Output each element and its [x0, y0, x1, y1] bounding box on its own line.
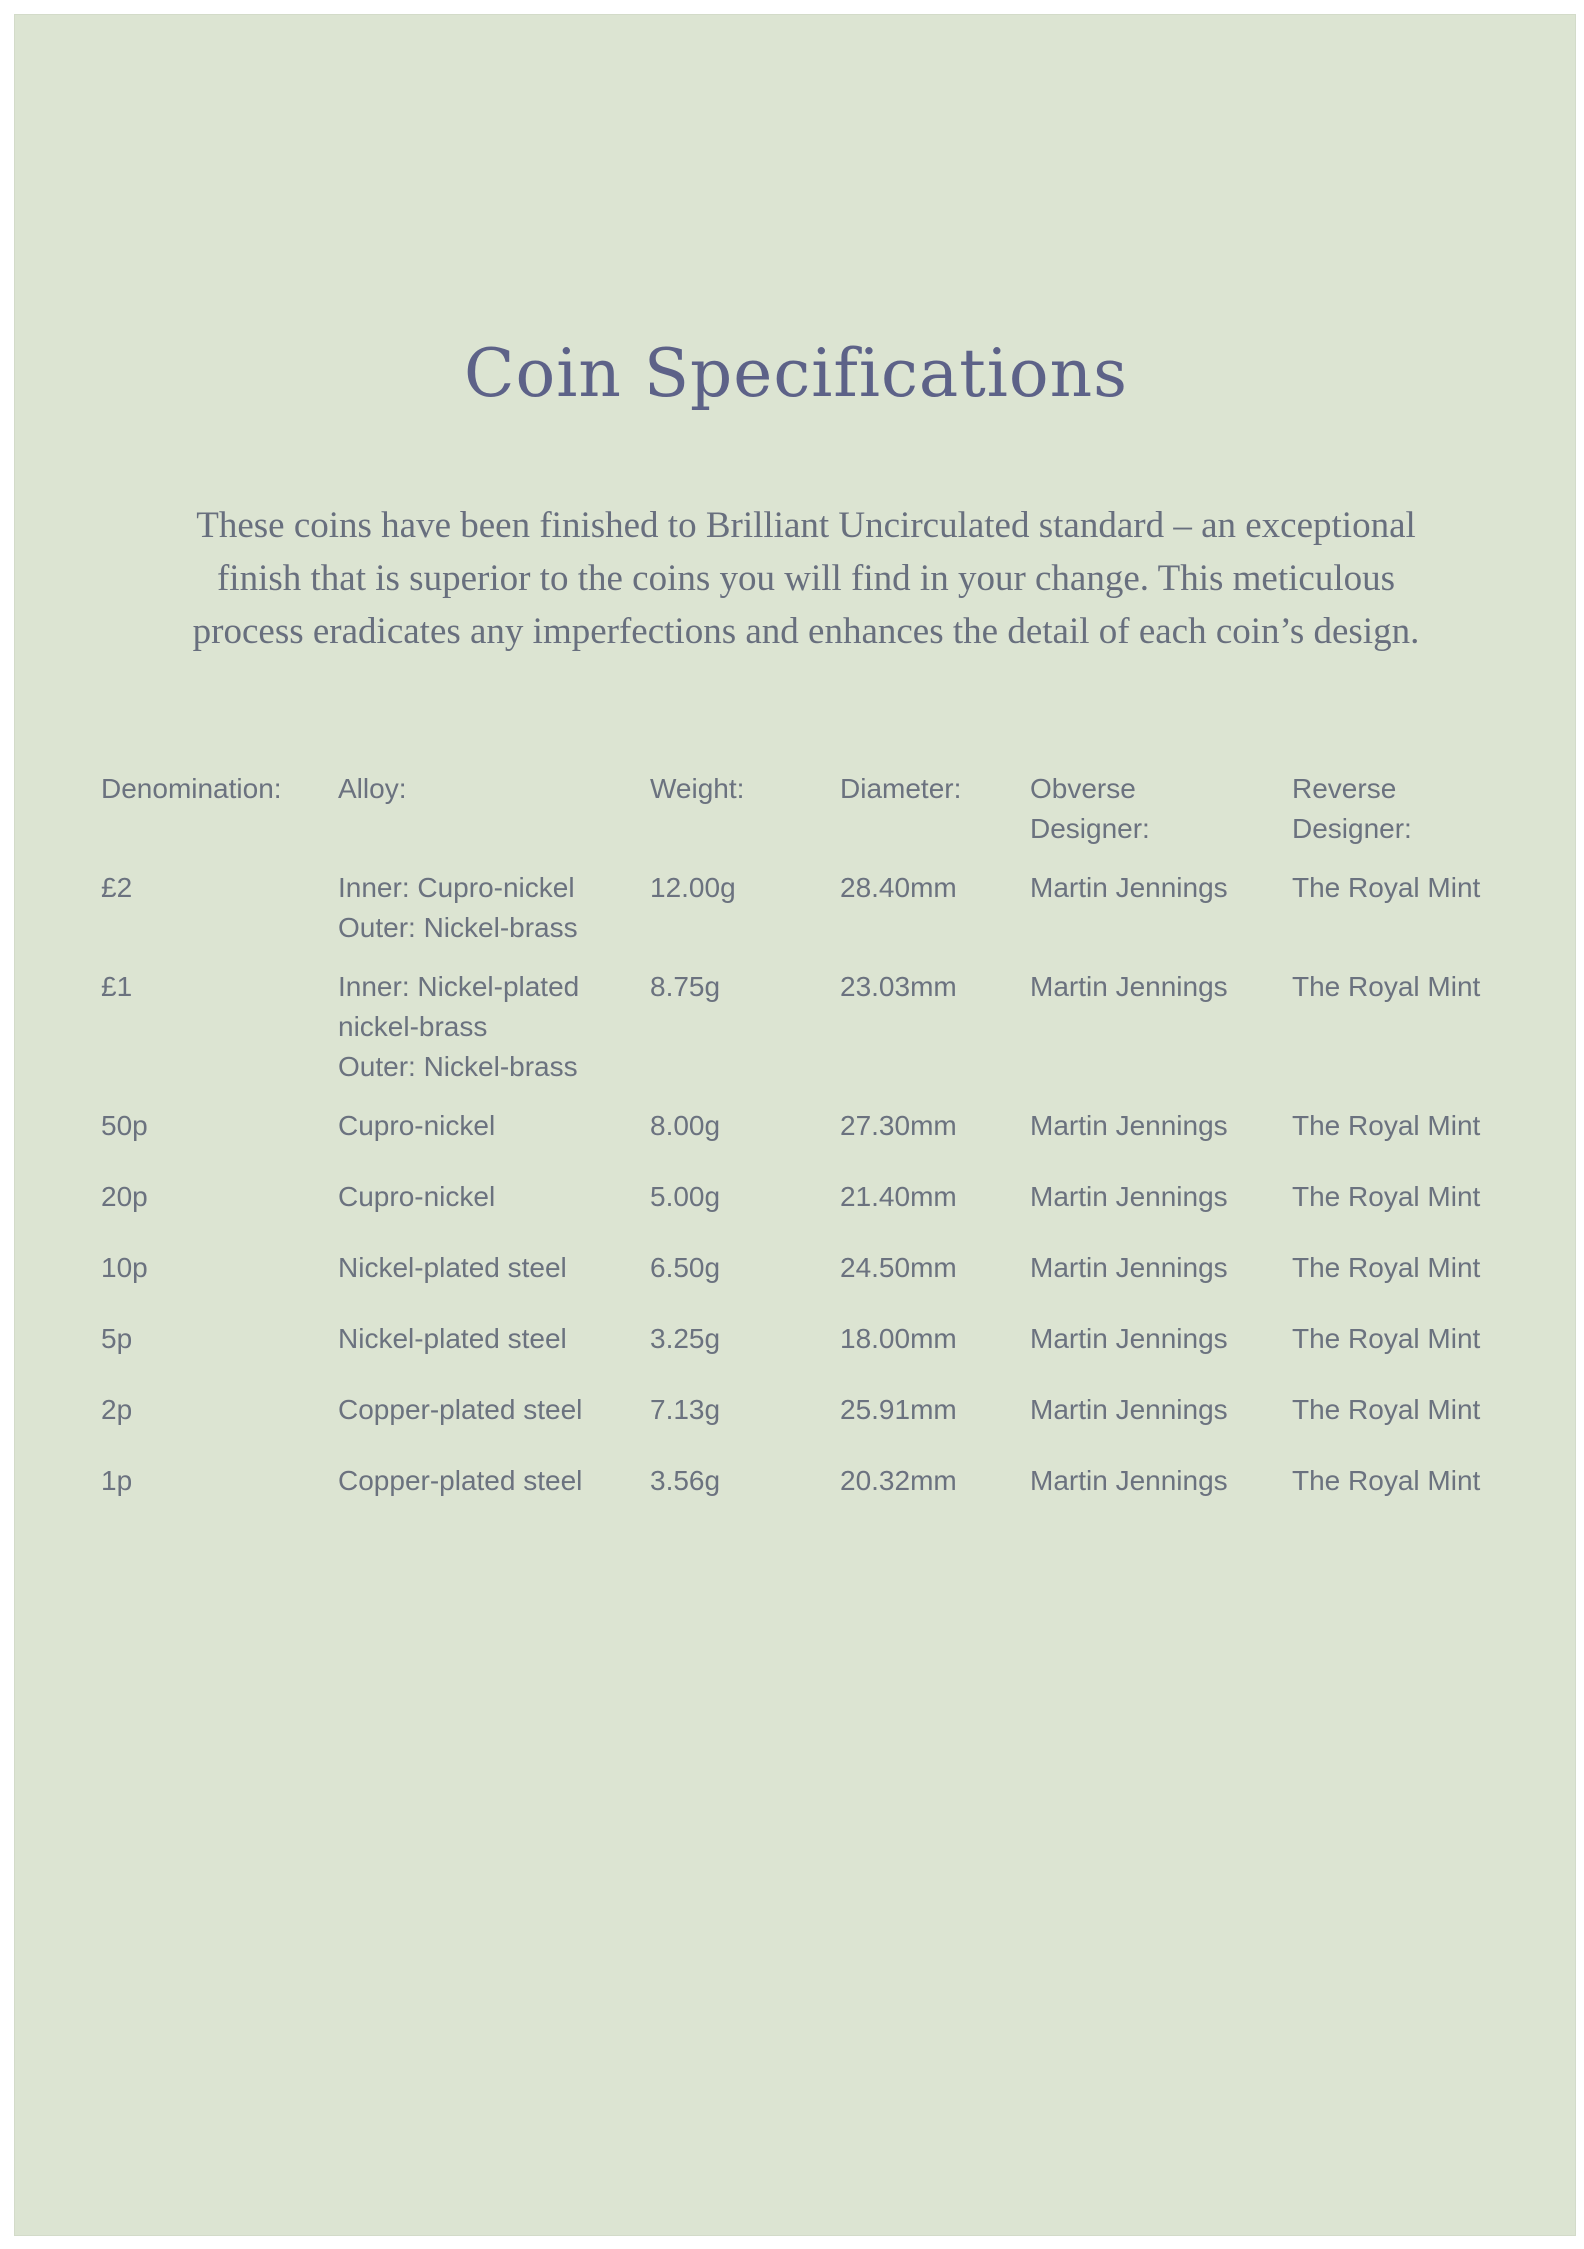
header-obverse-line: Designer:: [1030, 813, 1150, 844]
cell-denomination: 10p: [101, 1252, 148, 1283]
intro-paragraph: [125, 499, 1487, 658]
header-denomination: Denomination:: [101, 773, 282, 804]
cell-weight: 3.25g: [650, 1323, 721, 1354]
cell-reverse-designer: The Royal Mint: [1292, 1465, 1481, 1496]
alloy-line: nickel-brass: [338, 1011, 488, 1042]
cell-diameter: 20.32mm: [840, 1465, 957, 1496]
cell-obverse-designer: Martin Jennings: [1030, 872, 1228, 903]
cell-weight: 7.13g: [650, 1394, 721, 1425]
cell-weight: 8.00g: [650, 1110, 721, 1141]
cell-obverse-designer: Martin Jennings: [1030, 1181, 1228, 1212]
cell-reverse-designer: The Royal Mint: [1292, 1181, 1481, 1212]
table-row: [101, 967, 1521, 1087]
intro-line: finish that is superior to the coins you will find in your change. This meticulous: [216, 558, 1396, 599]
header-obverse-designer: [1030, 769, 1292, 849]
cell-weight: 5.00g: [650, 1181, 721, 1212]
cell-alloy: Cupro-nickel: [338, 1181, 496, 1212]
cell-weight: 8.75g: [650, 971, 721, 1002]
cell-diameter: 25.91mm: [840, 1394, 957, 1425]
cell-alloy: [338, 868, 650, 948]
header-diameter: Diameter:: [840, 773, 962, 804]
table-header-row: [101, 769, 1521, 849]
header-reverse-designer: [1292, 769, 1521, 849]
intro-line: process eradicates any imperfections and enhances the detail of each coin’s design.: [192, 611, 1420, 652]
header-obverse-line: Obverse: [1030, 773, 1136, 804]
cell-reverse-designer: The Royal Mint: [1292, 872, 1481, 903]
cell-reverse-designer: The Royal Mint: [1292, 1252, 1481, 1283]
cell-alloy: Copper-plated steel: [338, 1465, 583, 1496]
alloy-line: Inner: Nickel-plated: [338, 971, 580, 1002]
cell-weight: 3.56g: [650, 1465, 721, 1496]
cell-obverse-designer: Martin Jennings: [1030, 1110, 1228, 1141]
cell-reverse-designer: The Royal Mint: [1292, 1110, 1481, 1141]
cell-denomination: 5p: [101, 1323, 133, 1354]
page-title: Coin Specifications: [463, 335, 1128, 412]
cell-denomination: 50p: [101, 1110, 148, 1141]
header-alloy: Alloy:: [338, 773, 407, 804]
cell-alloy: Copper-plated steel: [338, 1394, 583, 1425]
cell-diameter: 21.40mm: [840, 1181, 957, 1212]
cell-reverse-designer: The Royal Mint: [1292, 1394, 1481, 1425]
table-row: [101, 1177, 1521, 1217]
header-weight: Weight:: [650, 773, 745, 804]
cell-obverse-designer: Martin Jennings: [1030, 1465, 1228, 1496]
specifications-table: [101, 769, 1521, 1532]
intro-line: These coins have been finished to Brilliant Uncirculated standard – an exceptional: [196, 505, 1416, 546]
cell-diameter: 28.40mm: [840, 872, 957, 903]
cell-alloy: Cupro-nickel: [338, 1110, 496, 1141]
header-reverse-line: Designer:: [1292, 813, 1412, 844]
cell-denomination: £2: [101, 872, 133, 903]
cell-diameter: 23.03mm: [840, 971, 957, 1002]
table-row: [101, 1390, 1521, 1430]
alloy-line: Outer: Nickel-brass: [338, 1051, 578, 1082]
alloy-line: Outer: Nickel-brass: [338, 912, 578, 943]
table-row: [101, 1319, 1521, 1359]
specification-sheet: [14, 14, 1576, 2236]
cell-diameter: 24.50mm: [840, 1252, 957, 1283]
cell-diameter: 27.30mm: [840, 1110, 957, 1141]
cell-obverse-designer: Martin Jennings: [1030, 1323, 1228, 1354]
cell-weight: 12.00g: [650, 872, 736, 903]
cell-denomination: 2p: [101, 1394, 133, 1425]
cell-obverse-designer: Martin Jennings: [1030, 971, 1228, 1002]
alloy-line: Inner: Cupro-nickel: [338, 872, 575, 903]
cell-obverse-designer: Martin Jennings: [1030, 1252, 1228, 1283]
cell-alloy: Nickel-plated steel: [338, 1323, 567, 1354]
cell-diameter: 18.00mm: [840, 1323, 957, 1354]
cell-alloy: [338, 967, 650, 1087]
table-row: [101, 1106, 1521, 1146]
cell-weight: 6.50g: [650, 1252, 721, 1283]
cell-denomination: 20p: [101, 1181, 148, 1212]
cell-reverse-designer: The Royal Mint: [1292, 1323, 1481, 1354]
cell-alloy: Nickel-plated steel: [338, 1252, 567, 1283]
table-row: [101, 1461, 1521, 1501]
table-row: [101, 868, 1521, 948]
cell-denomination: £1: [101, 971, 133, 1002]
cell-obverse-designer: Martin Jennings: [1030, 1394, 1228, 1425]
cell-reverse-designer: The Royal Mint: [1292, 971, 1481, 1002]
table-row: [101, 1248, 1521, 1288]
header-reverse-line: Reverse: [1292, 773, 1397, 804]
cell-denomination: 1p: [101, 1465, 133, 1496]
